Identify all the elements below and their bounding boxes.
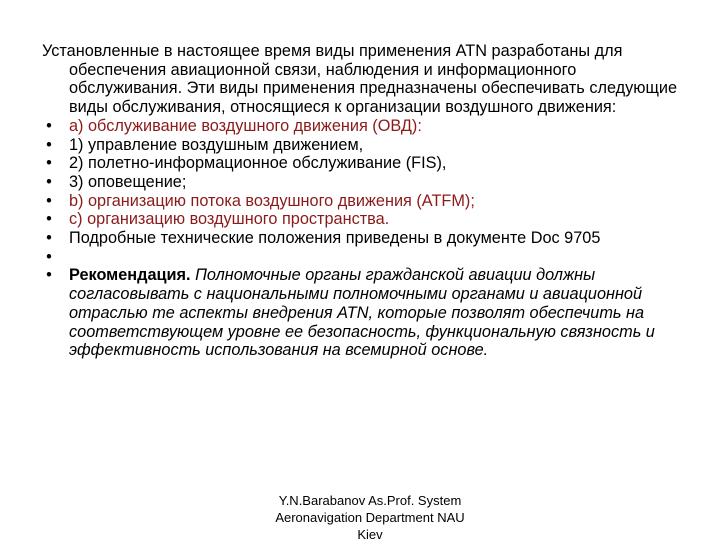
list-item-doc-reference: [42, 229, 682, 248]
list-item-atc-control: [42, 136, 682, 155]
list-item-text: 3) оповещение;: [69, 172, 187, 191]
bullet-icon: •: [46, 191, 52, 210]
list-item-text: Подробные технические положения приведены в документе Doc 9705: [69, 229, 601, 248]
bullet-icon: •: [46, 135, 52, 154]
bullet-icon: •: [46, 116, 52, 135]
slide-content: [42, 42, 682, 360]
bullet-icon: •: [46, 266, 52, 285]
footer-line: Y.N.Barabanov As.Prof. System: [278, 493, 462, 508]
list-item-recommendation: [42, 266, 682, 360]
bullet-icon: •: [46, 210, 52, 229]
list-item-text: а) обслуживание воздушного движения (ОВД):: [69, 116, 422, 135]
list-item-alerting: [42, 173, 682, 192]
list-item-text: 1) управление воздушным движением,: [69, 135, 364, 154]
list-item-text: b) организацию потока воздушного движения (ATFM);: [69, 191, 475, 210]
list-item-fis: [42, 154, 682, 173]
footer-line: Kiev: [357, 527, 383, 542]
bullet-icon: •: [46, 172, 52, 191]
bullet-icon: •: [46, 247, 52, 266]
recommendation-text: Полномочные органы гражданской авиации должны согласовывать с национальными полномочными органами и авиационной отраслью те аспекты внедрения ATN, которые позволят обеспечить на соответствующем уровне ее безопасность, функциональную связность и эффективность использования на всемирной основе.: [69, 266, 655, 360]
list-item-empty: [42, 248, 682, 267]
list-item-text: c) организацию воздушного пространства.: [69, 210, 390, 229]
list-item-atc-services: [42, 117, 682, 136]
footer-credit: [225, 492, 515, 543]
list-item-airspace: [42, 210, 682, 229]
intro-paragraph: Установленные в настоящее время виды применения ATN разработаны для обеспечения авиационной связи, наблюдения и информационного обслуживания. Эти виды применения предназначены обеспечивать следующие виды обслуживания, относящиеся к организации воздушного движения:: [42, 42, 678, 117]
list-item-text: 2) полетно-информационное обслуживание (FIS),: [69, 154, 447, 173]
bullet-icon: •: [46, 154, 52, 173]
footer-line: Aeronavigation Department NAU: [275, 510, 465, 525]
bullet-icon: •: [46, 229, 52, 248]
list-item-atfm: [42, 192, 682, 211]
recommendation-label: Рекомендация.: [69, 266, 191, 285]
